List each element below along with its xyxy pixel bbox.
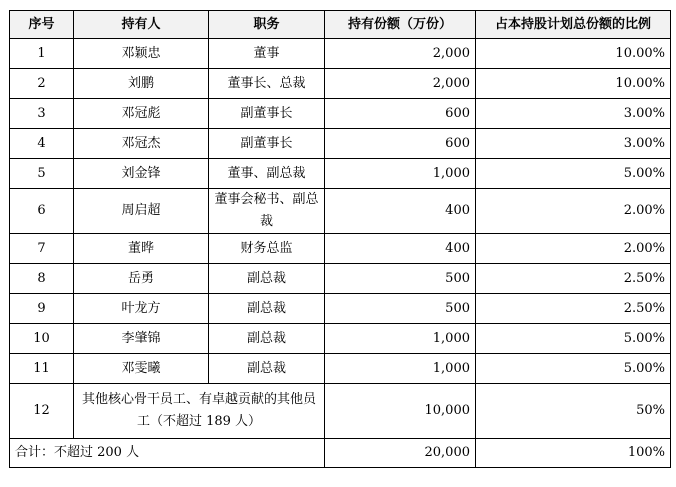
cell-units: 500 <box>325 294 476 324</box>
cell-ratio: 10.00% <box>476 39 671 69</box>
cell-ratio: 5.00% <box>476 324 671 354</box>
cell-no: 1 <box>10 39 74 69</box>
cell-holder: 李肇锦 <box>74 324 209 354</box>
header-ratio: 占本持股计划总份额的比例 <box>476 11 671 39</box>
cell-position: 董事会秘书、副总裁 <box>209 189 325 234</box>
header-position: 职务 <box>209 11 325 39</box>
table-row <box>10 264 671 294</box>
cell-no: 6 <box>10 189 74 234</box>
cell-units: 10,000 <box>325 384 476 439</box>
cell-ratio: 2.50% <box>476 264 671 294</box>
total-row <box>10 439 671 468</box>
cell-position: 副总裁 <box>209 324 325 354</box>
cell-no: 12 <box>10 384 74 439</box>
cell-position: 董事 <box>209 39 325 69</box>
cell-no: 3 <box>10 99 74 129</box>
cell-holder: 邓雯曦 <box>74 354 209 384</box>
cell-units: 600 <box>325 129 476 159</box>
cell-holder: 刘鹏 <box>74 69 209 99</box>
holdings-table <box>9 10 671 468</box>
cell-position: 副董事长 <box>209 99 325 129</box>
cell-holder: 其他核心骨干员工、有卓越贡献的其他员工（不超过 189 人） <box>74 384 325 439</box>
cell-ratio: 50% <box>476 384 671 439</box>
cell-ratio: 3.00% <box>476 129 671 159</box>
cell-units: 1,000 <box>325 354 476 384</box>
total-ratio: 100% <box>476 439 671 468</box>
cell-no: 10 <box>10 324 74 354</box>
cell-no: 7 <box>10 234 74 264</box>
cell-position: 副总裁 <box>209 264 325 294</box>
cell-position: 董事、副总裁 <box>209 159 325 189</box>
cell-holder: 邓冠杰 <box>74 129 209 159</box>
cell-no: 4 <box>10 129 74 159</box>
cell-position: 副总裁 <box>209 354 325 384</box>
cell-holder: 叶龙方 <box>74 294 209 324</box>
cell-no: 2 <box>10 69 74 99</box>
cell-holder: 邓冠彪 <box>74 99 209 129</box>
cell-units: 600 <box>325 99 476 129</box>
cell-no: 8 <box>10 264 74 294</box>
table-row <box>10 129 671 159</box>
table-row <box>10 384 671 439</box>
cell-ratio: 2.00% <box>476 234 671 264</box>
cell-units: 1,000 <box>325 159 476 189</box>
header-holder: 持有人 <box>74 11 209 39</box>
cell-position: 副总裁 <box>209 294 325 324</box>
total-label: 合计：不超过 200 人 <box>10 439 325 468</box>
table-row <box>10 39 671 69</box>
cell-ratio: 2.50% <box>476 294 671 324</box>
cell-ratio: 5.00% <box>476 159 671 189</box>
header-row <box>10 11 671 39</box>
cell-units: 2,000 <box>325 39 476 69</box>
cell-position: 董事长、总裁 <box>209 69 325 99</box>
cell-units: 400 <box>325 234 476 264</box>
cell-units: 500 <box>325 264 476 294</box>
table-row <box>10 294 671 324</box>
cell-no: 11 <box>10 354 74 384</box>
table-row <box>10 189 671 234</box>
table-row <box>10 69 671 99</box>
cell-units: 1,000 <box>325 324 476 354</box>
cell-units: 2,000 <box>325 69 476 99</box>
cell-holder: 邓颖忠 <box>74 39 209 69</box>
total-units: 20,000 <box>325 439 476 468</box>
cell-holder: 刘金锋 <box>74 159 209 189</box>
cell-ratio: 5.00% <box>476 354 671 384</box>
table-row <box>10 99 671 129</box>
cell-ratio: 10.00% <box>476 69 671 99</box>
header-units: 持有份额（万份） <box>325 11 476 39</box>
cell-ratio: 2.00% <box>476 189 671 234</box>
cell-position: 副董事长 <box>209 129 325 159</box>
table-row <box>10 159 671 189</box>
cell-no: 5 <box>10 159 74 189</box>
cell-ratio: 3.00% <box>476 99 671 129</box>
cell-position: 财务总监 <box>209 234 325 264</box>
table-row <box>10 234 671 264</box>
cell-holder: 岳勇 <box>74 264 209 294</box>
cell-holder: 周启超 <box>74 189 209 234</box>
header-no: 序号 <box>10 11 74 39</box>
cell-no: 9 <box>10 294 74 324</box>
cell-holder: 董晔 <box>74 234 209 264</box>
table-row <box>10 354 671 384</box>
table-row <box>10 324 671 354</box>
cell-units: 400 <box>325 189 476 234</box>
